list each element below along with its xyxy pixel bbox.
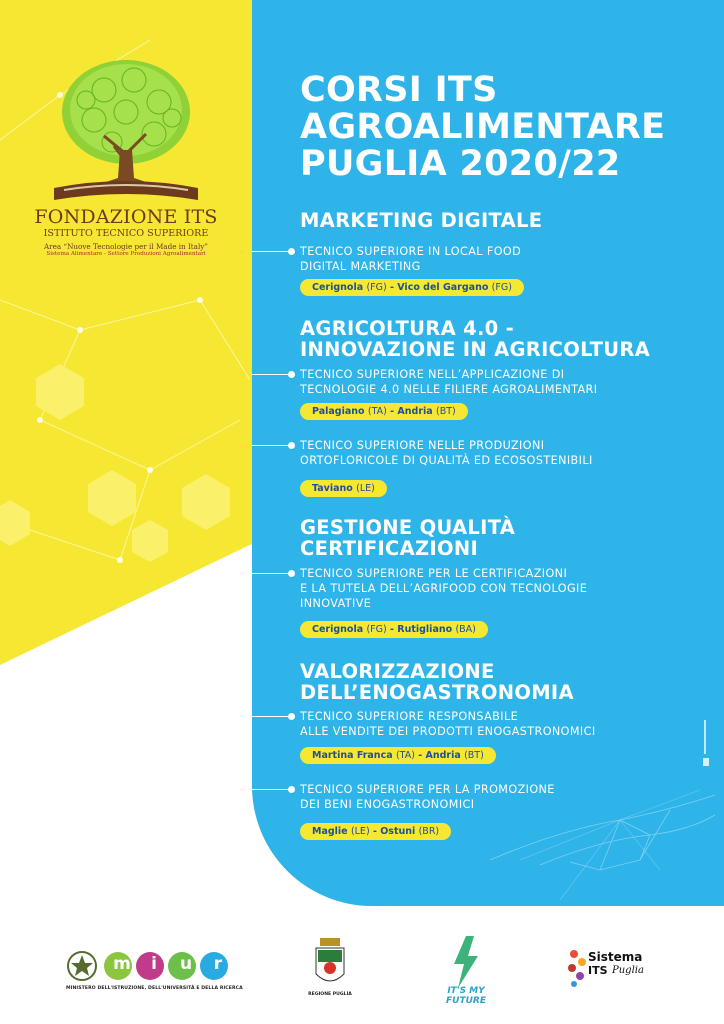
sistema-puglia-label: Puglia: [612, 965, 644, 976]
regione-puglia-crest-icon: [300, 938, 360, 992]
connector-line: [252, 573, 292, 574]
fondazione-its-logo: [34, 50, 218, 270]
section-title-gestione-qualita: [300, 517, 515, 559]
sistema-title: Sistema: [588, 950, 643, 964]
course-line: TECNICO SUPERIORE PER LE CERTIFICAZIONI: [300, 567, 568, 580]
location-pill: [300, 621, 488, 638]
course-line: E LA TUTELA DELL’AGRIFOOD CON TECNOLOGIE: [300, 582, 588, 595]
course-line: INNOVATIVE: [300, 597, 372, 610]
location-pill: [300, 279, 524, 296]
course-line: DEI BENI ENOGASTRONOMICI: [300, 798, 475, 811]
footer-logos: [0, 912, 724, 1024]
location-pill: [300, 747, 496, 764]
location-province: (FG): [491, 282, 512, 293]
logo-area-subtext: Sistema Alimentare - Settore Produzioni Agroalimentari: [46, 251, 206, 257]
section-title-line: GESTIONE QUALITÀ: [300, 516, 516, 539]
location-pill: [300, 480, 387, 497]
wireframe-hand-icon: [480, 770, 720, 880]
location-pill: [300, 823, 451, 840]
title-line-2: AGROALIMENTARE: [300, 107, 666, 147]
title-line-1: CORSI ITS: [300, 70, 498, 110]
course-line: ORTOFLORICOLE DI QUALITÀ ED ECOSOSTENIBILI: [300, 454, 593, 467]
location-city: Maglie: [312, 826, 348, 837]
course-certificazioni: [300, 566, 587, 611]
miur-letter: r: [213, 954, 223, 974]
section-title-line: CERTIFICAZIONI: [300, 537, 479, 560]
miur-letter: u: [179, 954, 193, 974]
location-province: (BR): [418, 826, 440, 837]
location-province: (LE): [356, 483, 375, 494]
title-line-3: PUGLIA 2020/22: [300, 144, 621, 184]
its-my-future-logo-icon: [436, 936, 496, 988]
section-title-line: INNOVAZIONE IN AGRICOLTURA: [300, 338, 651, 361]
location-city: Cerignola: [312, 624, 364, 635]
sistema-its-label: ITS: [588, 964, 608, 977]
logo-area-text: Area “Nuove Tecnologie per il Made in Italy”: [43, 242, 208, 251]
course-line: TECNICO SUPERIORE RESPONSABILE: [300, 710, 519, 723]
course-tecnologie-4-0: [300, 367, 597, 397]
section-title-enogastronomia: [300, 661, 574, 703]
section-title-line: AGRICOLTURA 4.0 -: [300, 317, 515, 340]
location-city: Taviano: [312, 483, 353, 494]
section-title-line: MARKETING DIGITALE: [300, 209, 543, 232]
course-line: TECNOLOGIE 4.0 NELLE FILIERE AGROALIMENTARI: [300, 383, 598, 396]
location-province: (BT): [436, 406, 456, 417]
logo-title: FONDAZIONE ITS: [34, 206, 218, 228]
bullet-dot: [288, 570, 295, 577]
future-line: FUTURE: [446, 996, 486, 1006]
tree-icon: [34, 50, 218, 206]
course-line: TECNICO SUPERIORE NELL’APPLICAZIONE DI: [300, 368, 565, 381]
bullet-dot: [288, 371, 295, 378]
sistema-its-dots-icon: [566, 946, 590, 990]
logo-subtitle: ISTITUTO TECNICO SUPERIORE: [43, 228, 209, 239]
location-city: Ostuni: [380, 826, 416, 837]
location-separator: -: [386, 624, 398, 635]
location-province: (FG): [366, 624, 387, 635]
connector-line: [252, 374, 292, 375]
location-city: Rutigliano: [397, 624, 453, 635]
course-line: TECNICO SUPERIORE NELLE PRODUZIONI: [300, 439, 545, 452]
location-city: Martina Franca: [312, 750, 393, 761]
course-local-food-marketing: [300, 244, 521, 274]
location-pill: [300, 403, 468, 420]
bullet-dot: [288, 786, 295, 793]
section-title-agricoltura: [300, 318, 650, 360]
page-title: [300, 72, 665, 183]
course-line: DIGITAL MARKETING: [300, 260, 421, 273]
regione-caption: REGIONE PUGLIA: [308, 992, 352, 997]
location-province: (FG): [366, 282, 387, 293]
location-separator: -: [386, 406, 398, 417]
miur-caption: MINISTERO DELL'ISTRUZIONE, DELL'UNIVERSITÀ E DELLA RICERCA: [66, 986, 243, 991]
future-line: IT'S MY: [447, 986, 485, 996]
connector-line: [252, 716, 292, 717]
section-title-line: VALORIZZAZIONE: [300, 660, 495, 683]
miur-letter: m: [113, 954, 131, 974]
location-province: (LE): [350, 826, 370, 837]
location-separator: -: [414, 750, 426, 761]
connector-line: [252, 445, 292, 446]
course-line: TECNICO SUPERIORE IN LOCAL FOOD: [300, 245, 522, 258]
location-separator: -: [386, 282, 398, 293]
bullet-dot: [288, 248, 295, 255]
location-province: (TA): [367, 406, 387, 417]
connector-line: [252, 789, 292, 790]
location-separator: -: [369, 826, 381, 837]
connector-line: [252, 251, 292, 252]
location-city: Palagiano: [312, 406, 365, 417]
location-city: Vico del Gargano: [397, 282, 489, 293]
bullet-dot: [288, 442, 295, 449]
location-province: (TA): [395, 750, 415, 761]
location-city: Andria: [397, 406, 433, 417]
print-credit-mark: [701, 720, 713, 768]
miur-letters: [112, 954, 242, 978]
future-caption: [436, 986, 496, 1006]
section-title-line: DELL’ENOGASTRONOMIA: [300, 681, 574, 704]
bullet-dot: [288, 713, 295, 720]
course-vendite-enogastronomici: [300, 709, 596, 739]
course-line: TECNICO SUPERIORE PER LA PROMOZIONE: [300, 783, 555, 796]
location-city: Andria: [425, 750, 461, 761]
location-city: Cerignola: [312, 282, 364, 293]
miur-letter: i: [151, 954, 157, 974]
course-ortofloricole: [300, 438, 593, 468]
section-title-marketing: [300, 210, 542, 231]
location-province: (BA): [455, 624, 476, 635]
course-line: ALLE VENDITE DEI PRODOTTI ENOGASTRONOMICI: [300, 725, 596, 738]
location-province: (BT): [464, 750, 484, 761]
